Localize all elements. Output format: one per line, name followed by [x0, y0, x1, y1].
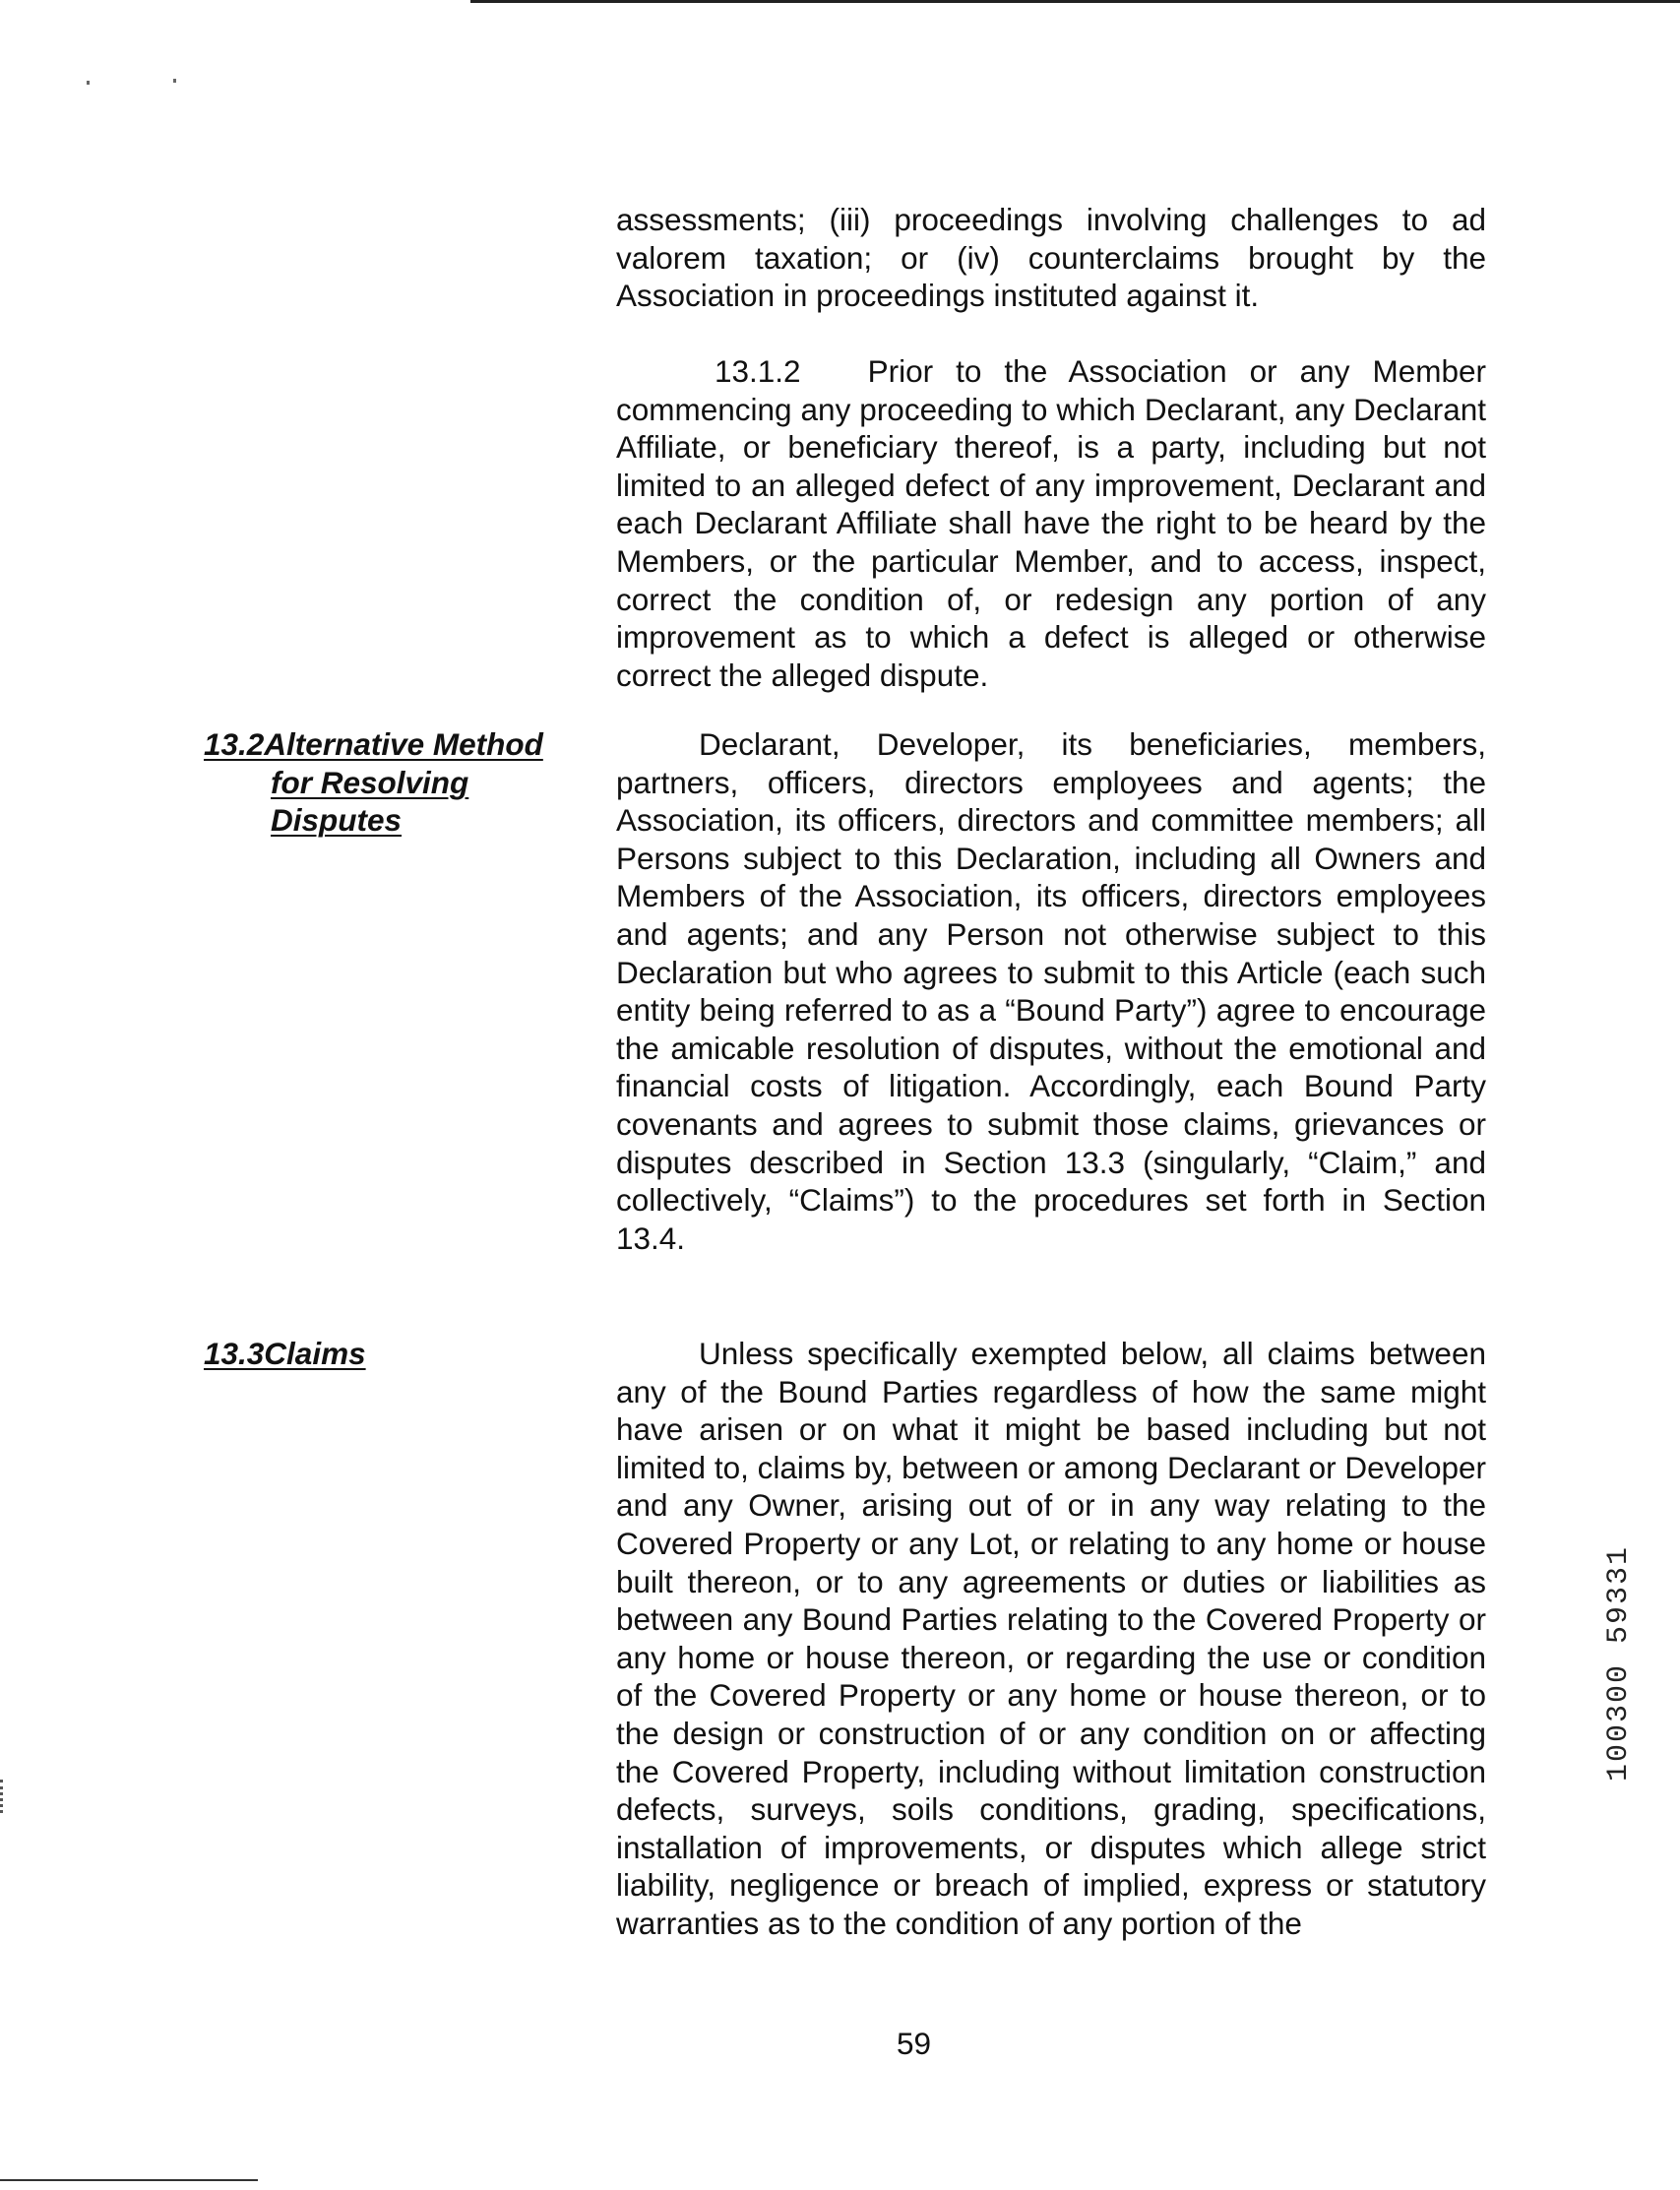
scan-edge-left [0, 1780, 6, 1813]
section-13-2-heading-line-2: for Resolving [271, 764, 469, 800]
section-13-2-heading-line-1: 13.2Alternative Method [204, 726, 543, 762]
scan-speck [173, 79, 176, 83]
section-13-2-paragraph: Declarant, Developer, its beneficiaries, members, partners, officers, directors employees and agents; the Association, its officers, directors and committee members; all Persons subject to this Declaration, including all Owners and Members of the Association, its officers, directors employees and agents; and any Person not otherwise subject to this Declaration but who agrees to submit to this Article (each such entity being referred to as a “Bound Party”) agree to encourage the amicable resolution of disputes, without the emotional and financial costs of litigation. Accordingly, each Bound Party covenants and agrees to submit those claims, grievances or disputes described in Section 13.3 (singularly, “Claim,” and collectively, “Claims”) to the procedures set forth in Section 13.4. [616, 726, 1486, 1256]
scan-edge-bottom [0, 2179, 258, 2181]
scan-edge-top [470, 0, 1680, 3]
section-13-2-heading [204, 725, 543, 840]
continuation-paragraph: assessments; (iii) proceedings involving challenges to ad valorem taxation; or (iv) counterclaims brought by the Association in proceedings instituted against it. [616, 202, 1486, 314]
scan-speck [87, 81, 90, 85]
subsection-13-1-2-text: Prior to the Association or any Member commencing any proceeding to which Declarant, any Declarant Affiliate, or beneficiary thereof, is a party, including but not limited to an alleged defect of any improvement, Declarant and each Declarant Affiliate shall have the right to be heard by the Members, or the particular Member, and to access, inspect, correct the condition of, or redesign any portion of any improvement as to which a defect is alleged or otherwise correct the alleged dispute. [616, 353, 1486, 693]
subsection-13-1-2-paragraph [616, 352, 1486, 694]
section-13-3-heading-line: 13.3Claims [204, 1336, 366, 1371]
section-13-3-paragraph: Unless specifically exempted below, all claims between any of the Bound Parties regardless of how the same might have arisen or on what it might be based including but not limited to, claims by, between or among Declarant or Developer and any Owner, arising out of or in any way relating to the Covered Property or any Lot, or relating to any home or house built thereon, or to any agreements or duties or liabilities as between any Bound Parties relating to the Covered Property or any home or house thereon, or regarding the use or condition of the Covered Property or any home or house thereon, or to the design or construction of or any condition on or affecting the Covered Property, including without limitation construction defects, surveys, soils conditions, grading, specifications, installation of improvements, or disputes which allege strict liability, negligence or breach of implied, express or statutory warranties as to the condition of any portion of the [616, 1336, 1486, 1941]
section-13-3-heading [204, 1335, 366, 1373]
page-number: 59 [896, 2026, 932, 2061]
subsection-number: 13.1.2 [715, 353, 801, 389]
bates-number: 100300 59331 [1602, 1544, 1636, 1782]
section-13-2-heading-line-3: Disputes [271, 802, 403, 839]
